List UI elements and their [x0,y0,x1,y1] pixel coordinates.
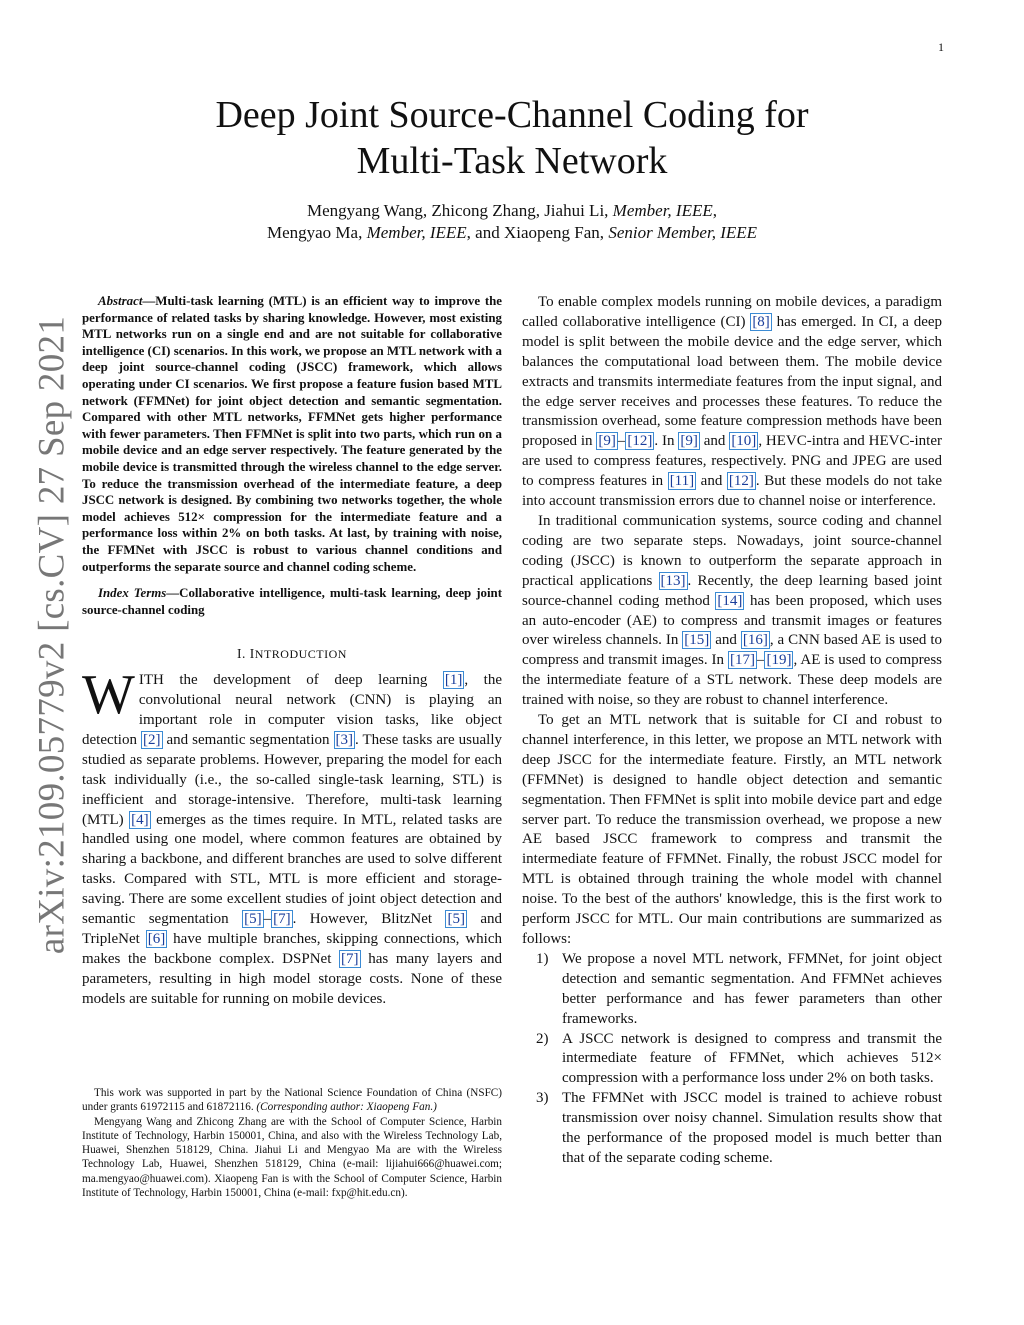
section-heading-introduction [82,644,502,665]
author-role: Member, IEEE [612,201,713,220]
list-item [536,1089,942,1169]
body-text: . But these models do not take into account transmission errors due to channel noise or interference. [522,473,942,510]
footnote [82,1086,502,1200]
footnote-text: This work was supported in part by the National Science Foundation of China (NSFC) under grants 61972115 and 61872116. [82,1087,502,1114]
citation-link[interactable]: [8] [752,313,770,330]
abstract [82,293,502,575]
authors-line-2b: , and Xiaopeng Fan, [466,223,609,242]
footnote-affiliations: Mengyang Wang and Zhicong Zhang are with the School of Computer Science, Harbin Institute of Technology, Harbin 150001, China, and also with the Wireless Technology Lab, Huawei, Shenzhen 518129, China. Jiahui Li and Mengyao Ma are with the Wireless Technology Lab, Huawei, Shenzhen 518129, China (e-mail: lijiahui666@huawei.com; ma.mengyao@huawei.com). Xiaopeng Fan is with the School of Computer Science, Harbin Institute of Technology, Harbin 150001, China (e-mail: fxp@hit.edu.cn). [82,1115,502,1200]
index-terms-label: Index Terms [98,586,167,601]
intro-text: . These tasks are usually studied as separate problems. However, preparing the model for each task individually (i.e., the so-called single-task learning, STL) is inefficient and storage-intensive. Therefore, multi-task learning (MTL) [82,731,503,828]
citation-link[interactable]: [6] [147,930,166,947]
intro-text: have multiple branches, skipping connections, which makes the backbone complex. DSPNet [82,930,503,967]
body-text: . Recently, the deep learning based joint source-channel coding method [522,572,943,609]
body-text: has emerged. In CI, a deep model is split between the mobile device and the edge server, which balances the computational load between them. The mobile device extracts and transmits intermediate features from the input signal, and the edge server receives and processes these features. To reduce the transmission overhead, some feature compression methods have been proposed in [522,313,943,450]
drop-cap: W [82,664,135,727]
paper-title [0,92,1024,184]
body-text: In traditional communication systems, source coding and channel coding are two separate steps. Nowadays, joint source-channel coding (JSCC) is known to outperform the separate approach in practical applications [522,512,942,589]
citation-link[interactable]: [7] [273,911,291,928]
citation-link[interactable]: [12] [627,433,653,450]
footnote-corresponding: (Corresponding author: Xiaopeng Fan.) [256,1101,437,1114]
intro-paragraph [82,664,503,1009]
body-text: , AE is used to compress the intermediate feature of a STL network. These deep models are trained with noise, so they are robust to channel interference. [522,652,942,709]
intro-text: and TripleNet [82,911,502,947]
list-number: 2) [536,1030,549,1047]
author-list [0,200,1024,244]
intro-text: – [263,911,272,928]
intro-text: , the convolutional neural network (CNN) is playing an important role in computer vision tasks, like object detection [82,672,502,748]
paragraph-contribution-intro: To get an MTL network that is suitable for CI and robust to channel interference, in this letter, we propose an MTL network with deep JSCC for the intermediate feature. Firstly, an MTL network (FFMNet) is designed to handle object detection and semantic segmentation. Then FFMNet is split into mobile device part and edge server part. To reduce the transmission overhead, we propose a new AE based JSCC framework to compress and transmit the intermediate feature of FFMNet. Finally, the robust JSCC model for MTL is obtained through training the whole model with channel noise. To the best of the authors' knowledge, this is the first work to perform JSCC for MTL. Our main contributions are summarized as follows: [522,712,942,947]
left-column [82,293,502,1010]
list-item [536,950,942,1030]
authors-line-1-tail: , [712,201,717,220]
page-number: 1 [938,40,944,54]
right-column [522,293,942,1169]
index-terms [82,585,502,618]
body-text: and [699,433,730,450]
list-number: 1) [536,950,549,967]
citation-link[interactable]: [1] [444,672,463,689]
citation-link[interactable]: [11] [669,473,695,490]
author-role: Senior Member, IEEE [608,223,758,242]
body-text: – [617,433,626,450]
abstract-text: —Multi-task learning (MTL) is an efficient way to improve the performance of related tasks by sharing knowledge. However, most existing MTL networks run on a single end and are not suitable for collaborative intelligence (CI) scenarios. In this work, we propose an MTL network with a deep joint source-channel coding (JSCC) framework, which allows operating under CI scenarios. We first propose a feature fusion based MTL network (FFMNet) for joint object detection and semantic segmentation. Compared with other MTL networks, FFMNet gets higher performance with fewer parameters. Then FFMNet is split into two parts, which run on a mobile device and an edge server respectively. The feature generated by the mobile device is transmitted through the wireless channel to the edge server. To reduce the transmission overhead of the intermediate feature, a deep JSCC network is designed. By combining two networks together, the whole model achieves 512× compression for the intermediate feature and a performance loss within 2% on both tasks. At last, by training with noise, the FFMNet with JSCC is robust to various channel conditions and outperforms the separate source and channel coding scheme. [82,294,502,574]
footnote-funding [82,1086,502,1115]
section-first-letter: I [249,646,255,662]
body-text: , a CNN based AE is used to compress and transmit images. In [522,632,942,669]
title-line-1: Deep Joint Source-Channel Coding for [215,94,809,136]
title-line-2: Multi-Task Network [356,140,668,182]
citation-link[interactable]: [13] [660,572,686,589]
citation-link[interactable]: [5] [447,911,465,928]
list-number: 3) [536,1090,549,1107]
paragraph-ci [522,293,942,512]
list-item [536,1030,942,1090]
body-text: – [756,652,765,669]
index-terms-text: —Collaborative intelligence, multi-task learning, deep joint source-channel coding [82,586,502,617]
body-text: To enable complex models running on mobile devices, a paradigm called collaborative intelligence (CI) [522,294,942,330]
intro-text: . However, BlitzNet [292,911,446,928]
list-text: A JSCC network is designed to compress and transmit the intermediate feature of FFMNet, which achieves 512× compression with a performance loss under 2% on both tasks. [562,1030,942,1087]
section-rest: NTRODUCTION [254,647,347,662]
body-text: , HEVC-intra and HEVC-inter are used to compress features, respectively. PNG and JPEG are used to compress features in [522,433,942,490]
intro-text: ITH the development of deep learning [138,672,443,689]
body-text: has been proposed, which uses an auto-encoder (AE) to compress and transmit images or features over wireless channels. In [522,592,942,649]
citation-link[interactable]: [9] [680,433,698,450]
intro-text: has many layers and parameters, resulting in high model storage costs. None of these models are suitable for running on mobile devices. [82,950,502,1007]
citation-link[interactable]: [12] [728,473,754,490]
intro-text: and semantic segmentation [162,731,334,748]
body-text: and [696,473,727,490]
contributions-list [522,950,942,1169]
citation-link[interactable]: [17] [729,652,755,669]
citation-link[interactable]: [10] [731,433,757,450]
citation-link[interactable]: [16] [742,632,768,649]
authors-line-2a: Mengyao Ma, [266,223,367,242]
author-role: Member, IEEE [366,223,467,242]
abstract-label: Abstract [98,294,143,308]
citation-link[interactable]: [7] [341,950,359,967]
citation-link[interactable]: [9] [598,433,616,450]
citation-link[interactable]: [3] [335,731,354,748]
paragraph-jscc [522,512,942,711]
citation-link[interactable]: [15] [684,632,710,649]
citation-link[interactable]: [4] [131,811,149,828]
list-text: The FFMNet with JSCC model is trained to achieve robust transmission over noisy channel. Simulation results show that the performance of the proposed model is much better than that of the separate coding scheme. [562,1090,942,1166]
citation-link[interactable]: [2] [143,731,161,748]
body-text: . In [654,433,679,450]
citation-link[interactable]: [19] [766,652,792,669]
citation-link[interactable]: [14] [717,592,743,609]
body-text: and [711,632,741,649]
citation-link[interactable]: [5] [244,911,262,928]
section-numeral: I. [237,646,250,662]
authors-line-1: Mengyang Wang, Zhicong Zhang, Jiahui Li, [306,201,613,220]
intro-text: emerges as the times require. In MTL, related tasks are handled using one model, where common features are obtained by sharing a backbone, and different branches are used to solve different tasks. Compared with STL, MTL is more efficient and storage-saving. There are some excellent studies of joint object detection and semantic segmentation [82,811,503,928]
list-text: We propose a novel MTL network, FFMNet, for joint object detection and semantic segmentation. And FFMNet achieves better performance and has fewer parameters than other frameworks. [562,950,942,1027]
title-block [0,92,1024,244]
arxiv-identifier: arXiv:2109.05779v2 [cs.CV] 27 Sep 2021 [31,315,73,955]
